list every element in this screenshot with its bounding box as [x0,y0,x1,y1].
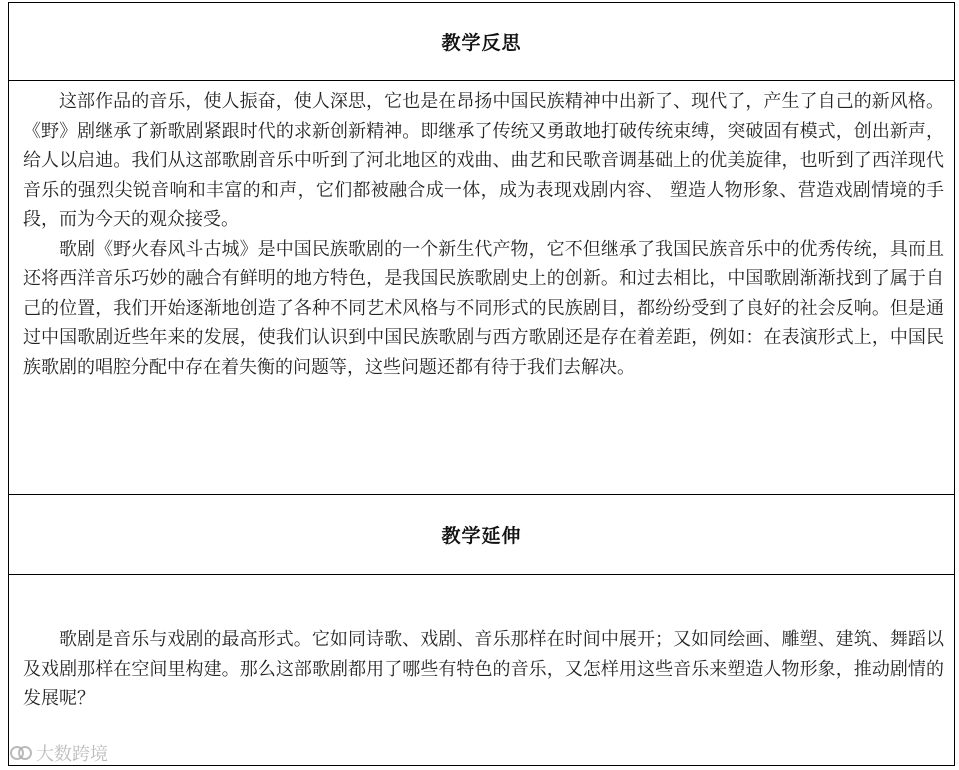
extension-body [9,575,954,767]
extension-paragraph: 歌剧是音乐与戏剧的最高形式。它如同诗歌、戏剧、音乐那样在时间中展开；又如同绘画、雕塑、建筑、舞蹈以及戏剧那样在空间里构建。那么这部歌剧都用了哪些有特色的音乐，又怎样用这些音乐来塑造人物形象，推动剧情的发展呢？ [23,629,944,709]
reflection-paragraph-1: 这部作品的音乐，使人振奋，使人深思，它也是在昂扬中国民族精神中出新了、现代了，产生了自己的新风格。《野》剧继承了新歌剧紧跟时代的求新创新精神。即继承了传统又勇敢地打破传统束缚，突破固有模式，创出新声，给人以启迪。我们从这部歌剧音乐中听到了河北地区的戏曲、曲艺和民歌音调基础上的优美旋律，也听到了西洋现代音乐的强烈尖锐音响和丰富的和声，它们都被融合成一体，成为表现戏剧内容、 塑造人物形象、营造戏剧情境的手段，而为今天的观众接受。 [23,91,944,230]
extension-heading-row [9,495,954,575]
reflection-title: 教学反思 [441,32,522,54]
watermark-text: 大数跨境 [36,744,108,765]
watermark [10,740,108,766]
document-table [8,2,955,766]
double-circle-logo-icon [10,745,32,761]
reflection-body [9,81,954,495]
reflection-paragraph-2: 歌剧《野火春风斗古城》是中国民族歌剧的一个新生代产物，它不但继承了我国民族音乐中的优秀传统，具而且还将西洋音乐巧妙的融合有鲜明的地方特色，是我国民族歌剧史上的创新。和过去相比，中国歌剧渐渐找到了属于自己的位置，我们开始逐渐地创造了各种不同艺术风格与不同形式的民族剧目，都纷纷受到了良好的社会反响。但是通过中国歌剧近些年来的发展，使我们认识到中国民族歌剧与西方歌剧还是存在着差距，例如：在表演形式上，中国民族歌剧的唱腔分配中存在着失衡的问题等，这些问题还都有待于我们去解决。 [23,238,944,378]
extension-title: 教学延伸 [441,525,522,547]
reflection-heading-row [9,3,954,81]
